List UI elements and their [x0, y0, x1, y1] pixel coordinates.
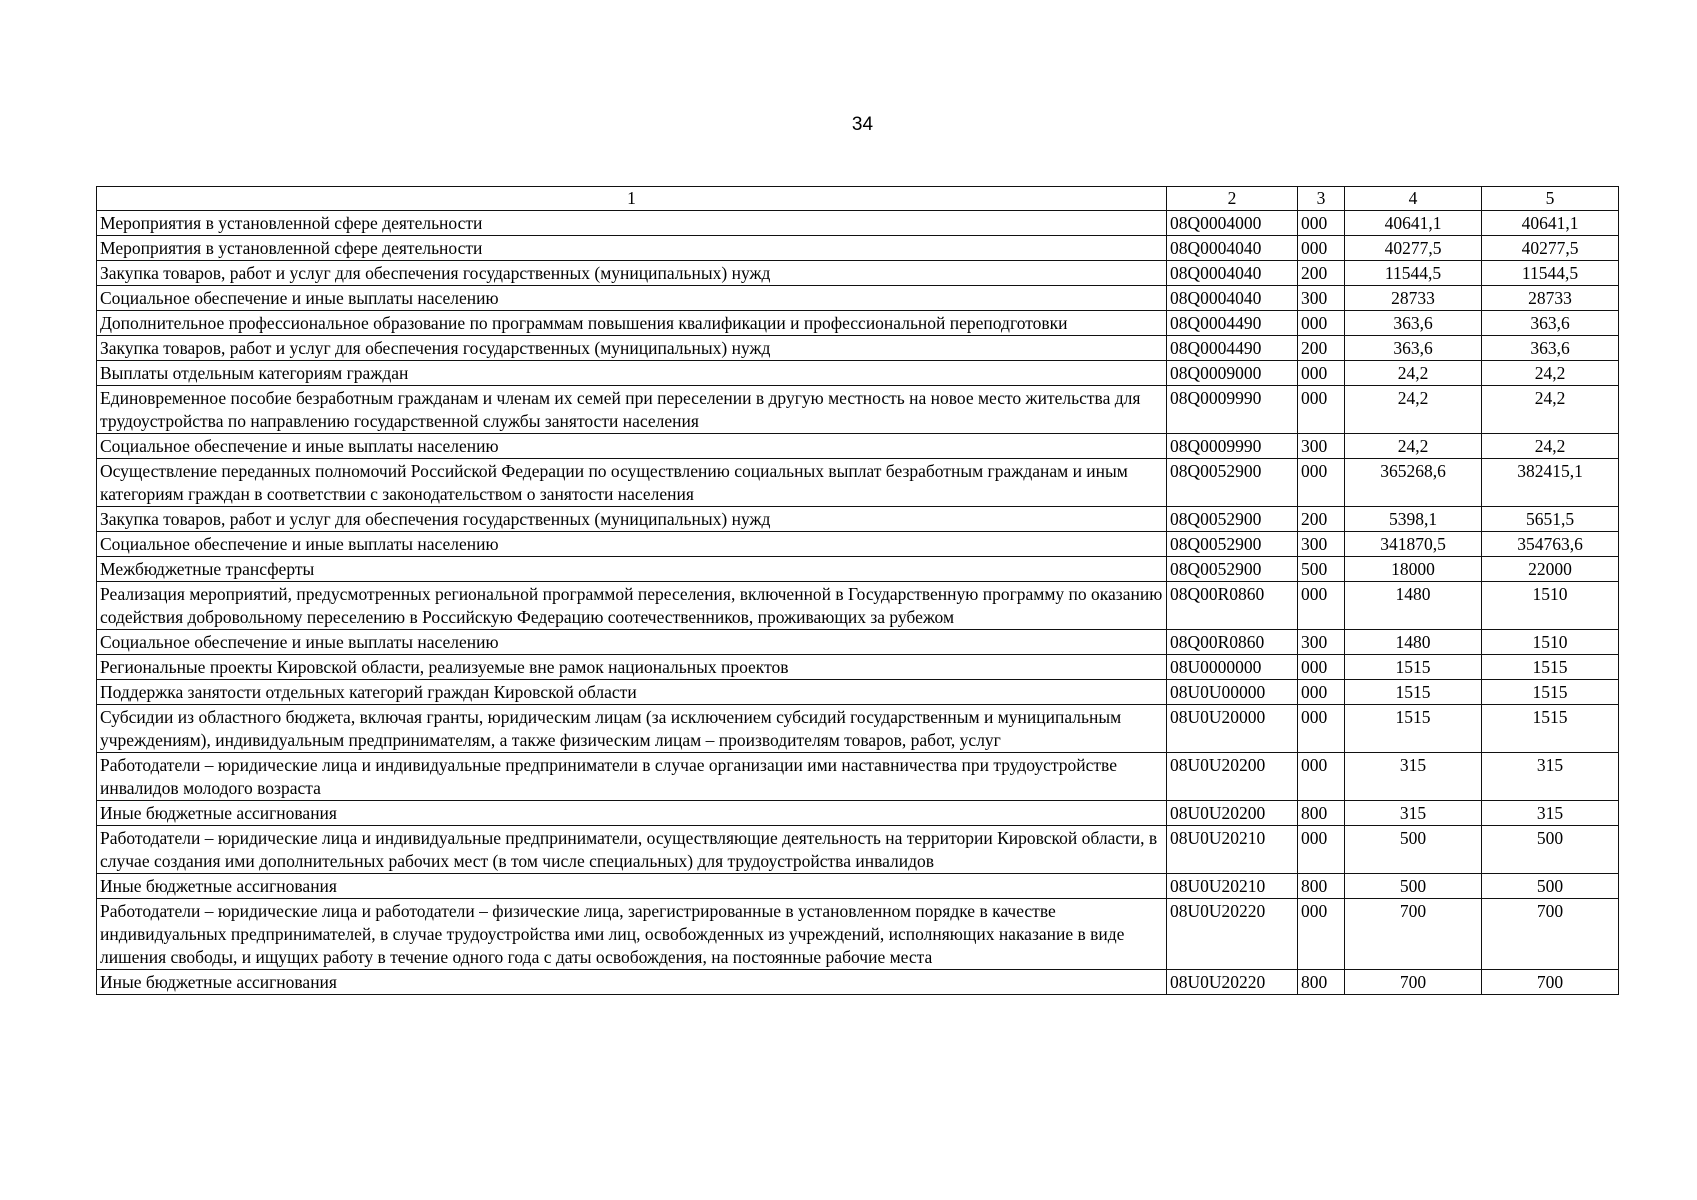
target-article-cell: 08Q00R0860: [1167, 582, 1298, 630]
table-row: [97, 753, 1619, 801]
amount-year-1-cell: 1515: [1345, 680, 1482, 705]
column-header-4: 4: [1345, 187, 1482, 211]
amount-year-1-cell: 40641,1: [1345, 211, 1482, 236]
amount-year-1-cell: 500: [1345, 874, 1482, 899]
table-row: [97, 434, 1619, 459]
amount-year-1-cell: 1480: [1345, 582, 1482, 630]
amount-year-2-cell: 11544,5: [1482, 261, 1619, 286]
amount-year-1-cell: 500: [1345, 826, 1482, 874]
expense-type-cell: 300: [1298, 434, 1345, 459]
target-article-cell: 08U0000000: [1167, 655, 1298, 680]
target-article-cell: 08U0U20200: [1167, 753, 1298, 801]
target-article-cell: 08Q0052900: [1167, 459, 1298, 507]
target-article-cell: 08Q0052900: [1167, 532, 1298, 557]
table-row: [97, 211, 1619, 236]
expense-name-cell: Иные бюджетные ассигнования: [97, 801, 1167, 826]
expense-type-cell: 000: [1298, 753, 1345, 801]
target-article-cell: 08Q0004490: [1167, 336, 1298, 361]
amount-year-1-cell: 700: [1345, 970, 1482, 995]
expense-name-cell: Иные бюджетные ассигнования: [97, 970, 1167, 995]
expense-name-cell: Мероприятия в установленной сфере деятельности: [97, 236, 1167, 261]
expense-name-cell: Единовременное пособие безработным гражданам и членам их семей при переселении в другую местность на новое место жительства для трудоустройства по направлению государственной службы занятости населения: [97, 386, 1167, 434]
expense-type-cell: 800: [1298, 801, 1345, 826]
target-article-cell: 08Q0052900: [1167, 507, 1298, 532]
expense-name-cell: Работодатели – юридические лица и работодатели – физические лица, зарегистрированные в установленном порядке в качестве индивидуальных предпринимателей, в случае трудоустройства ими лиц, освобожденных из учреждений, исполняющих наказание в виде лишения свободы, и ищущих работу в течение одного года с даты освобождения, на постоянные рабочие места: [97, 899, 1167, 970]
target-article-cell: 08Q0009000: [1167, 361, 1298, 386]
column-header-3: 3: [1298, 187, 1345, 211]
amount-year-2-cell: 315: [1482, 801, 1619, 826]
amount-year-2-cell: 1510: [1482, 630, 1619, 655]
amount-year-2-cell: 1515: [1482, 680, 1619, 705]
amount-year-1-cell: 24,2: [1345, 434, 1482, 459]
expense-name-cell: Осуществление переданных полномочий Российской Федерации по осуществлению социальных выплат безработным гражданам и иным категориям граждан в соответствии с законодательством о занятости населения: [97, 459, 1167, 507]
amount-year-1-cell: 1515: [1345, 655, 1482, 680]
amount-year-2-cell: 24,2: [1482, 361, 1619, 386]
expense-type-cell: 000: [1298, 826, 1345, 874]
expense-name-cell: Мероприятия в установленной сфере деятельности: [97, 211, 1167, 236]
expense-type-cell: 300: [1298, 532, 1345, 557]
amount-year-2-cell: 1515: [1482, 655, 1619, 680]
amount-year-1-cell: 11544,5: [1345, 261, 1482, 286]
target-article-cell: 08Q0052900: [1167, 557, 1298, 582]
amount-year-2-cell: 500: [1482, 874, 1619, 899]
target-article-cell: 08Q0004040: [1167, 286, 1298, 311]
table-row: [97, 680, 1619, 705]
amount-year-1-cell: 40277,5: [1345, 236, 1482, 261]
target-article-cell: 08Q0004040: [1167, 261, 1298, 286]
table-header-row: [97, 187, 1619, 211]
table-row: [97, 970, 1619, 995]
target-article-cell: 08U0U00000: [1167, 680, 1298, 705]
expense-type-cell: 000: [1298, 211, 1345, 236]
table-row: [97, 361, 1619, 386]
amount-year-2-cell: 24,2: [1482, 386, 1619, 434]
expense-name-cell: Реализация мероприятий, предусмотренных региональной программой переселения, включенной в Государственную программу по оказанию содействия добровольному переселению в Российскую Федерацию соотечественников, проживающих за рубежом: [97, 582, 1167, 630]
amount-year-1-cell: 315: [1345, 801, 1482, 826]
expense-type-cell: 000: [1298, 582, 1345, 630]
expense-name-cell: Дополнительное профессиональное образование по программам повышения квалификации и профессиональной переподготовки: [97, 311, 1167, 336]
table-row: [97, 582, 1619, 630]
table-row: [97, 874, 1619, 899]
amount-year-2-cell: 700: [1482, 970, 1619, 995]
amount-year-2-cell: 363,6: [1482, 336, 1619, 361]
amount-year-1-cell: 365268,6: [1345, 459, 1482, 507]
expense-type-cell: 000: [1298, 386, 1345, 434]
amount-year-2-cell: 40641,1: [1482, 211, 1619, 236]
amount-year-1-cell: 315: [1345, 753, 1482, 801]
amount-year-2-cell: 500: [1482, 826, 1619, 874]
table-row: [97, 286, 1619, 311]
amount-year-2-cell: 5651,5: [1482, 507, 1619, 532]
amount-year-2-cell: 22000: [1482, 557, 1619, 582]
amount-year-2-cell: 1510: [1482, 582, 1619, 630]
budget-table: [96, 186, 1619, 995]
expense-name-cell: Социальное обеспечение и иные выплаты населению: [97, 434, 1167, 459]
expense-type-cell: 000: [1298, 459, 1345, 507]
expense-name-cell: Работодатели – юридические лица и индивидуальные предприниматели в случае организации ими наставничества при трудоустройстве инвалидов молодого возраста: [97, 753, 1167, 801]
expense-type-cell: 000: [1298, 705, 1345, 753]
table-row: [97, 630, 1619, 655]
expense-name-cell: Работодатели – юридические лица и индивидуальные предприниматели, осуществляющие деятельность на территории Кировской области, в случае создания ими дополнительных рабочих мест (в том числе специальных) для трудоустройства инвалидов: [97, 826, 1167, 874]
amount-year-1-cell: 5398,1: [1345, 507, 1482, 532]
table-row: [97, 336, 1619, 361]
expense-type-cell: 200: [1298, 261, 1345, 286]
expense-type-cell: 800: [1298, 874, 1345, 899]
expense-type-cell: 000: [1298, 899, 1345, 970]
table-row: [97, 507, 1619, 532]
expense-name-cell: Межбюджетные трансферты: [97, 557, 1167, 582]
amount-year-1-cell: 363,6: [1345, 336, 1482, 361]
target-article-cell: 08U0U20220: [1167, 899, 1298, 970]
amount-year-2-cell: 40277,5: [1482, 236, 1619, 261]
amount-year-1-cell: 24,2: [1345, 361, 1482, 386]
target-article-cell: 08Q0004490: [1167, 311, 1298, 336]
table-row: [97, 236, 1619, 261]
expense-type-cell: 000: [1298, 311, 1345, 336]
expense-type-cell: 500: [1298, 557, 1345, 582]
amount-year-1-cell: 363,6: [1345, 311, 1482, 336]
target-article-cell: 08Q0009990: [1167, 434, 1298, 459]
amount-year-1-cell: 18000: [1345, 557, 1482, 582]
expense-type-cell: 000: [1298, 680, 1345, 705]
expense-name-cell: Региональные проекты Кировской области, реализуемые вне рамок национальных проектов: [97, 655, 1167, 680]
table-body: [97, 211, 1619, 995]
expense-name-cell: Иные бюджетные ассигнования: [97, 874, 1167, 899]
amount-year-1-cell: 1480: [1345, 630, 1482, 655]
expense-type-cell: 000: [1298, 236, 1345, 261]
amount-year-1-cell: 24,2: [1345, 386, 1482, 434]
target-article-cell: 08U0U20000: [1167, 705, 1298, 753]
table-row: [97, 532, 1619, 557]
target-article-cell: 08U0U20210: [1167, 874, 1298, 899]
table-row: [97, 311, 1619, 336]
table-row: [97, 899, 1619, 970]
expense-name-cell: Поддержка занятости отдельных категорий граждан Кировской области: [97, 680, 1167, 705]
expense-name-cell: Закупка товаров, работ и услуг для обеспечения государственных (муниципальных) нужд: [97, 261, 1167, 286]
page-number: 34: [851, 114, 874, 135]
target-article-cell: 08Q0004040: [1167, 236, 1298, 261]
table-row: [97, 557, 1619, 582]
target-article-cell: 08Q00R0860: [1167, 630, 1298, 655]
column-header-5: 5: [1482, 187, 1619, 211]
amount-year-2-cell: 354763,6: [1482, 532, 1619, 557]
target-article-cell: 08U0U20220: [1167, 970, 1298, 995]
expense-name-cell: Социальное обеспечение и иные выплаты населению: [97, 286, 1167, 311]
amount-year-1-cell: 341870,5: [1345, 532, 1482, 557]
table-row: [97, 386, 1619, 434]
amount-year-2-cell: 700: [1482, 899, 1619, 970]
column-header-2: 2: [1167, 187, 1298, 211]
table-row: [97, 826, 1619, 874]
amount-year-2-cell: 382415,1: [1482, 459, 1619, 507]
expense-name-cell: Социальное обеспечение и иные выплаты населению: [97, 630, 1167, 655]
table-row: [97, 801, 1619, 826]
amount-year-2-cell: 28733: [1482, 286, 1619, 311]
expense-type-cell: 300: [1298, 630, 1345, 655]
table-row: [97, 655, 1619, 680]
expense-name-cell: Выплаты отдельным категориям граждан: [97, 361, 1167, 386]
target-article-cell: 08Q0009990: [1167, 386, 1298, 434]
table-row: [97, 459, 1619, 507]
table-row: [97, 261, 1619, 286]
amount-year-2-cell: 24,2: [1482, 434, 1619, 459]
target-article-cell: 08U0U20200: [1167, 801, 1298, 826]
amount-year-1-cell: 1515: [1345, 705, 1482, 753]
expense-name-cell: Социальное обеспечение и иные выплаты населению: [97, 532, 1167, 557]
target-article-cell: 08U0U20210: [1167, 826, 1298, 874]
expense-type-cell: 200: [1298, 336, 1345, 361]
amount-year-2-cell: 1515: [1482, 705, 1619, 753]
expense-name-cell: Субсидии из областного бюджета, включая гранты, юридическим лицам (за исключением субсидий государственным и муниципальным учреждениям), индивидуальным предпринимателям, а также физическим лицам – производителям товаров, работ, услуг: [97, 705, 1167, 753]
amount-year-1-cell: 28733: [1345, 286, 1482, 311]
expense-name-cell: Закупка товаров, работ и услуг для обеспечения государственных (муниципальных) нужд: [97, 336, 1167, 361]
amount-year-1-cell: 700: [1345, 899, 1482, 970]
expense-type-cell: 800: [1298, 970, 1345, 995]
column-header-1: 1: [97, 187, 1167, 211]
expense-type-cell: 000: [1298, 361, 1345, 386]
amount-year-2-cell: 315: [1482, 753, 1619, 801]
table-row: [97, 705, 1619, 753]
expense-name-cell: Закупка товаров, работ и услуг для обеспечения государственных (муниципальных) нужд: [97, 507, 1167, 532]
amount-year-2-cell: 363,6: [1482, 311, 1619, 336]
expense-type-cell: 000: [1298, 655, 1345, 680]
expense-type-cell: 200: [1298, 507, 1345, 532]
target-article-cell: 08Q0004000: [1167, 211, 1298, 236]
expense-type-cell: 300: [1298, 286, 1345, 311]
